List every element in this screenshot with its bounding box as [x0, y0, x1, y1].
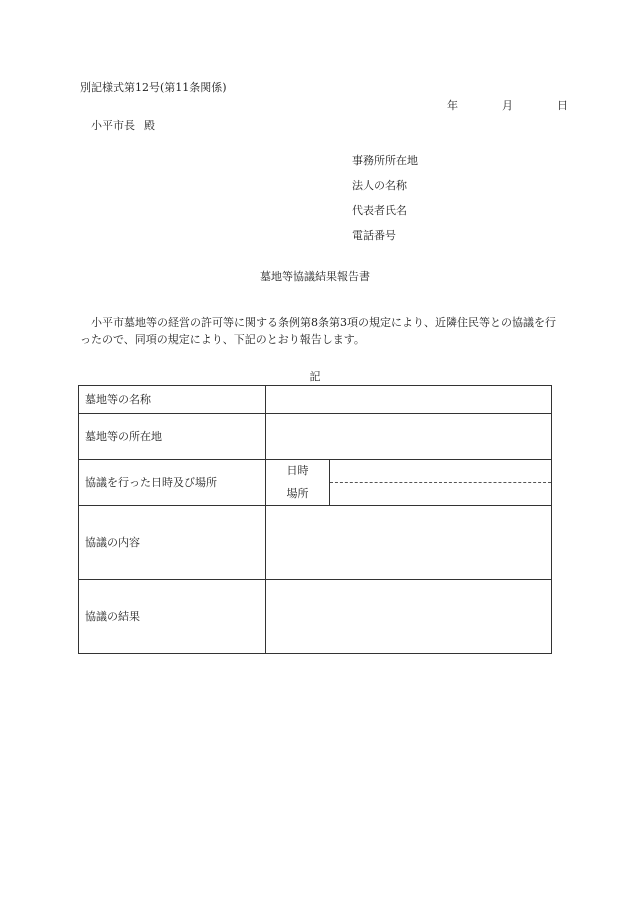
place-field[interactable] — [330, 483, 552, 506]
datetime-row — [266, 460, 551, 483]
phone-number-label: 電話番号 — [352, 229, 396, 242]
corporation-name-label: 法人の名称 — [352, 179, 407, 192]
table-row — [79, 386, 552, 414]
consultation-datetime-place-cell — [266, 460, 552, 506]
addressee — [91, 119, 155, 133]
datetime-field[interactable] — [330, 460, 552, 483]
addressee-name: 小平市長 — [91, 119, 135, 132]
table-row — [79, 506, 552, 580]
consultation-datetime-place-label: 協議を行った日時及び場所 — [79, 460, 266, 506]
cemetery-name-field[interactable] — [266, 386, 552, 414]
representative-name-label: 代表者氏名 — [352, 204, 407, 217]
table-row — [79, 460, 552, 506]
applicant-block — [352, 154, 418, 254]
date-month: 月 — [502, 99, 513, 112]
report-table — [78, 385, 552, 654]
body-text: 小平市墓地等の経営の許可等に関する条例第8条第3項の規定により、近隣住民等との協議を行ったので、同項の規定により、下記のとおり報告します。 — [80, 316, 556, 346]
consultation-result-label: 協議の結果 — [79, 580, 266, 654]
consultation-result-field[interactable] — [266, 580, 552, 654]
datetime-label: 日時 — [266, 460, 330, 483]
document-title: 墓地等協議結果報告書 — [260, 270, 370, 283]
office-address-label: 事務所所在地 — [352, 154, 418, 167]
datetime-place-subtable — [266, 460, 551, 505]
cemetery-name-label: 墓地等の名称 — [79, 386, 266, 414]
cemetery-location-field[interactable] — [266, 414, 552, 460]
date-year: 年 — [447, 99, 458, 112]
cemetery-location-label: 墓地等の所在地 — [79, 414, 266, 460]
consultation-content-field[interactable] — [266, 506, 552, 580]
addressee-honorific: 殿 — [144, 119, 155, 132]
place-row — [266, 483, 551, 506]
consultation-content-label: 協議の内容 — [79, 506, 266, 580]
table-row — [79, 414, 552, 460]
date-day: 日 — [557, 99, 568, 112]
form-number: 別記様式第12号(第11条関係) — [80, 81, 227, 94]
place-label: 場所 — [266, 483, 330, 506]
table-row — [79, 580, 552, 654]
date-line — [447, 99, 568, 113]
ki-heading: 記 — [309, 370, 321, 383]
